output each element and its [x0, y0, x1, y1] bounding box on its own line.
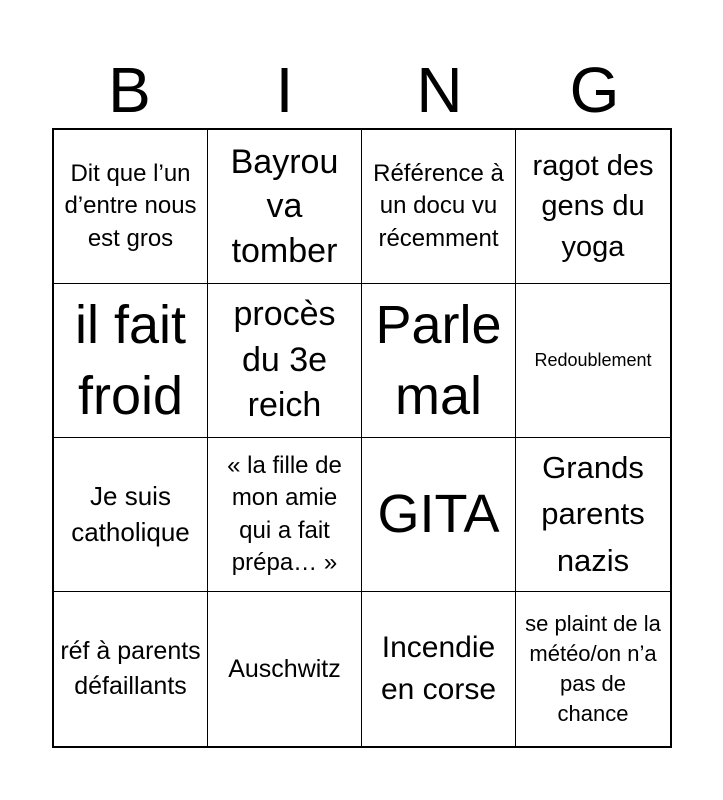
bingo-cell[interactable]: Dit que l’un d’entre nous est gros — [54, 130, 208, 284]
bingo-cell[interactable]: Référence à un docu vu récemment — [362, 130, 516, 284]
header-letter-n: N — [416, 54, 463, 126]
bingo-cell[interactable]: Je suis catholique — [54, 438, 208, 592]
bingo-cell[interactable]: Bayrou va tomber — [208, 130, 362, 284]
header-letter-b: B — [108, 54, 151, 126]
bingo-cell[interactable]: « la fille de mon amie qui a fait prépa… » — [208, 438, 362, 592]
header-letter-g: G — [569, 54, 620, 126]
bingo-cell[interactable]: Parle mal — [362, 284, 516, 438]
bingo-cell[interactable]: ragot des gens du yoga — [516, 130, 670, 284]
bingo-cell[interactable]: réf à parents défaillants — [54, 592, 208, 746]
bingo-cell[interactable]: il fait froid — [54, 284, 208, 438]
bingo-board — [52, 128, 672, 748]
bingo-cell[interactable]: procès du 3e reich — [208, 284, 362, 438]
header-letter-i: I — [275, 54, 294, 126]
bingo-cell[interactable]: Incendie en corse — [362, 592, 516, 746]
bingo-cell[interactable]: Grands parents nazis — [516, 438, 670, 592]
bingo-cell[interactable]: GITA — [362, 438, 516, 592]
bingo-header — [52, 52, 672, 128]
bingo-cell[interactable]: Auschwitz — [208, 592, 362, 746]
bingo-cell[interactable]: se plaint de la météo/on n’a pas de chance — [525, 611, 661, 726]
bingo-cell[interactable]: Redoublement — [516, 284, 670, 438]
